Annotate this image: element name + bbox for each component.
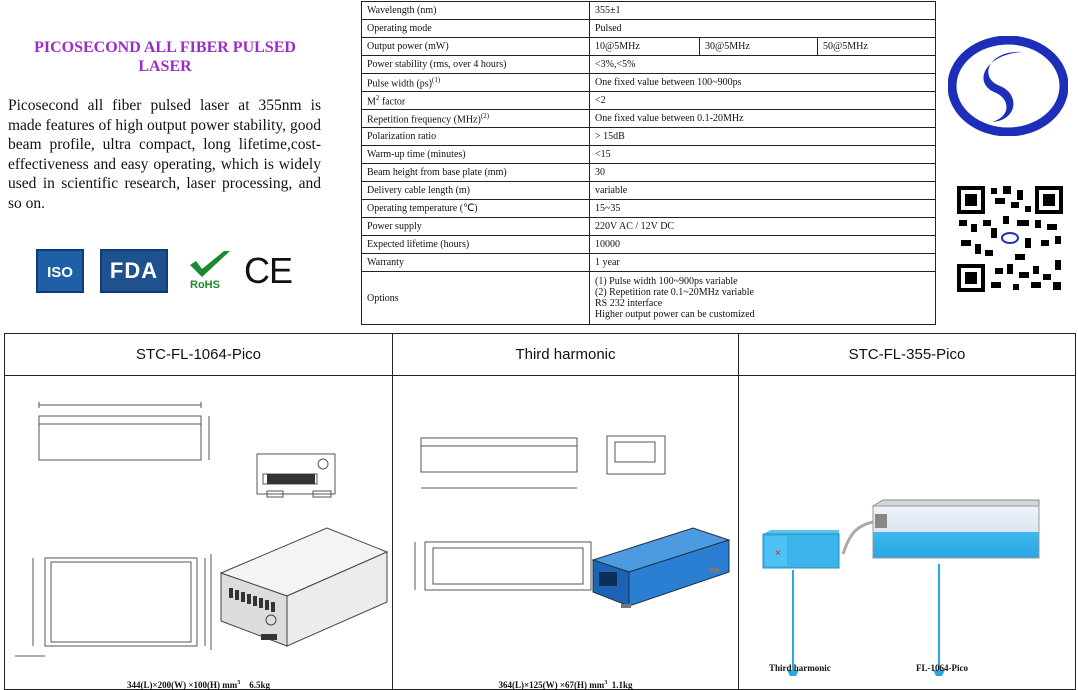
- spec-label-text: Pulse width (ps): [367, 78, 432, 90]
- table-row: [362, 236, 936, 254]
- option-line: (2) Repetition rate 0.1~20MHz variable: [595, 287, 754, 298]
- product-header: Third harmonic: [393, 334, 739, 376]
- spec-label: Power supply: [362, 218, 590, 236]
- superscript: 2: [375, 94, 380, 103]
- svg-text:×: ×: [775, 548, 781, 559]
- spec-table: [361, 1, 936, 325]
- footnote-marker: (2): [480, 112, 490, 121]
- spec-label: Beam height from base plate (mm): [362, 164, 590, 182]
- spec-label: Warranty: [362, 254, 590, 272]
- spec-value: 15~35: [590, 200, 936, 218]
- spec-label-text: Repetition frequency (MHz): [367, 114, 481, 126]
- spec-label: Expected lifetime (hours): [362, 236, 590, 254]
- qr-code: [955, 184, 1065, 294]
- option-line: (1) Pulse width 100~900ps variable: [595, 276, 738, 287]
- ce-logo: CE: [244, 250, 293, 291]
- page-title: PICOSECOND ALL FIBER PULSED LASER: [34, 39, 296, 75]
- table-row: [362, 182, 936, 200]
- table-row: [362, 38, 936, 56]
- fda-logo: FDA: [100, 249, 168, 293]
- product-header: STC-FL-355-Pico: [739, 334, 1076, 376]
- spec-label: Polarization ratio: [362, 128, 590, 146]
- spec-value: One fixed value between 0.1-20MHz: [590, 110, 936, 128]
- footnote-marker: (1): [432, 76, 441, 85]
- superscript: 3: [237, 680, 241, 686]
- third-harmonic-module: [763, 530, 839, 568]
- spec-label: [362, 74, 590, 92]
- dimensions-caption: [393, 680, 738, 690]
- spec-label: Power stability (rms, over 4 hours): [362, 56, 590, 74]
- spec-label: Options: [362, 272, 590, 325]
- spec-value: One fixed value between 100~900ps: [590, 74, 936, 92]
- products-table: [4, 333, 1076, 690]
- spec-label: Operating temperature (℃): [362, 200, 590, 218]
- table-row: [362, 272, 936, 325]
- spec-value: > 15dB: [590, 128, 936, 146]
- table-row: [362, 254, 936, 272]
- spec-label: Output power (mW): [362, 38, 590, 56]
- option-line: RS 232 interface: [595, 298, 663, 309]
- dimensions-text: 364(L)×125(W) ×67(H) mm: [498, 680, 605, 690]
- spec-value: <3%,<5%: [590, 56, 936, 74]
- spec-value: 50@5MHz: [818, 38, 936, 56]
- spec-label: [362, 110, 590, 128]
- table-row: [362, 164, 936, 182]
- rohs-label: RoHS: [190, 279, 220, 291]
- spec-label: [362, 92, 590, 110]
- spec-value: 30@5MHz: [700, 38, 818, 56]
- arrow-icon: [787, 564, 945, 676]
- table-row: [362, 110, 936, 128]
- product-cell: [5, 376, 393, 690]
- option-line: Higher output power can be customized: [595, 309, 755, 320]
- table-row: [362, 146, 936, 164]
- mechanical-drawing: [5, 376, 393, 666]
- fl-1064-pico-label: FL-1064-Pico: [916, 663, 968, 673]
- spec-label: Delivery cable length (m): [362, 182, 590, 200]
- device-render-1064: [221, 528, 387, 646]
- table-row: [362, 128, 936, 146]
- spec-value: <2: [590, 92, 936, 110]
- product-header: STC-FL-1064-Pico: [5, 334, 393, 376]
- certification-logos: [36, 249, 296, 297]
- table-row: [5, 376, 1076, 690]
- company-logo: [948, 36, 1068, 136]
- table-row: [362, 56, 936, 74]
- dimensions-caption: [5, 680, 392, 690]
- spec-label-text: factor: [379, 96, 406, 108]
- spec-value: 30: [590, 164, 936, 182]
- spec-value: variable: [590, 182, 936, 200]
- mechanical-drawing: [393, 376, 739, 666]
- superscript: 3: [604, 680, 608, 686]
- spec-value: <15: [590, 146, 936, 164]
- spec-value: 10@5MHz: [590, 38, 700, 56]
- dimensions-text: 344(L)×200(W) ×100(H) mm: [126, 680, 238, 690]
- iso-logo: ISO: [36, 249, 84, 293]
- spec-value: 355±1: [590, 2, 936, 20]
- product-cell: [739, 376, 1076, 690]
- spec-value: [590, 272, 936, 325]
- product-cell: [393, 376, 739, 690]
- third-harmonic-label: Third harmonic: [769, 663, 831, 673]
- spec-value: 10000: [590, 236, 936, 254]
- spec-value: 220V AC / 12V DC: [590, 218, 936, 236]
- spec-label-text: M: [367, 96, 376, 108]
- system-assembly-illustration: [739, 376, 1076, 676]
- table-row: [362, 200, 936, 218]
- spec-value: 1 year: [590, 254, 936, 272]
- checkmark-icon: [184, 249, 238, 281]
- table-row: [362, 20, 936, 38]
- spec-label: Operating mode: [362, 20, 590, 38]
- weight-text: 6.5kg: [249, 680, 270, 690]
- intro-paragraph: Picosecond all fiber pulsed laser at 355nm is made features of high output power stability, good beam profile, ultra compact, long lifetime,cost-effectiveness and easy operating, which is widely used in scientific research, laser processing, and so on.: [8, 97, 321, 212]
- table-row: [362, 92, 936, 110]
- weight-text: 1.1kg: [611, 680, 633, 690]
- fl-1064-pico-module: [873, 500, 1039, 558]
- table-row: [5, 334, 1076, 376]
- spec-label: Warm-up time (minutes): [362, 146, 590, 164]
- table-row: [362, 218, 936, 236]
- rohs-logo: [184, 249, 238, 297]
- device-render-third-harmonic: [593, 528, 729, 608]
- spec-value: Pulsed: [590, 20, 936, 38]
- table-row: [362, 74, 936, 92]
- spec-label: Wavelength (nm): [362, 2, 590, 20]
- table-row: [362, 2, 936, 20]
